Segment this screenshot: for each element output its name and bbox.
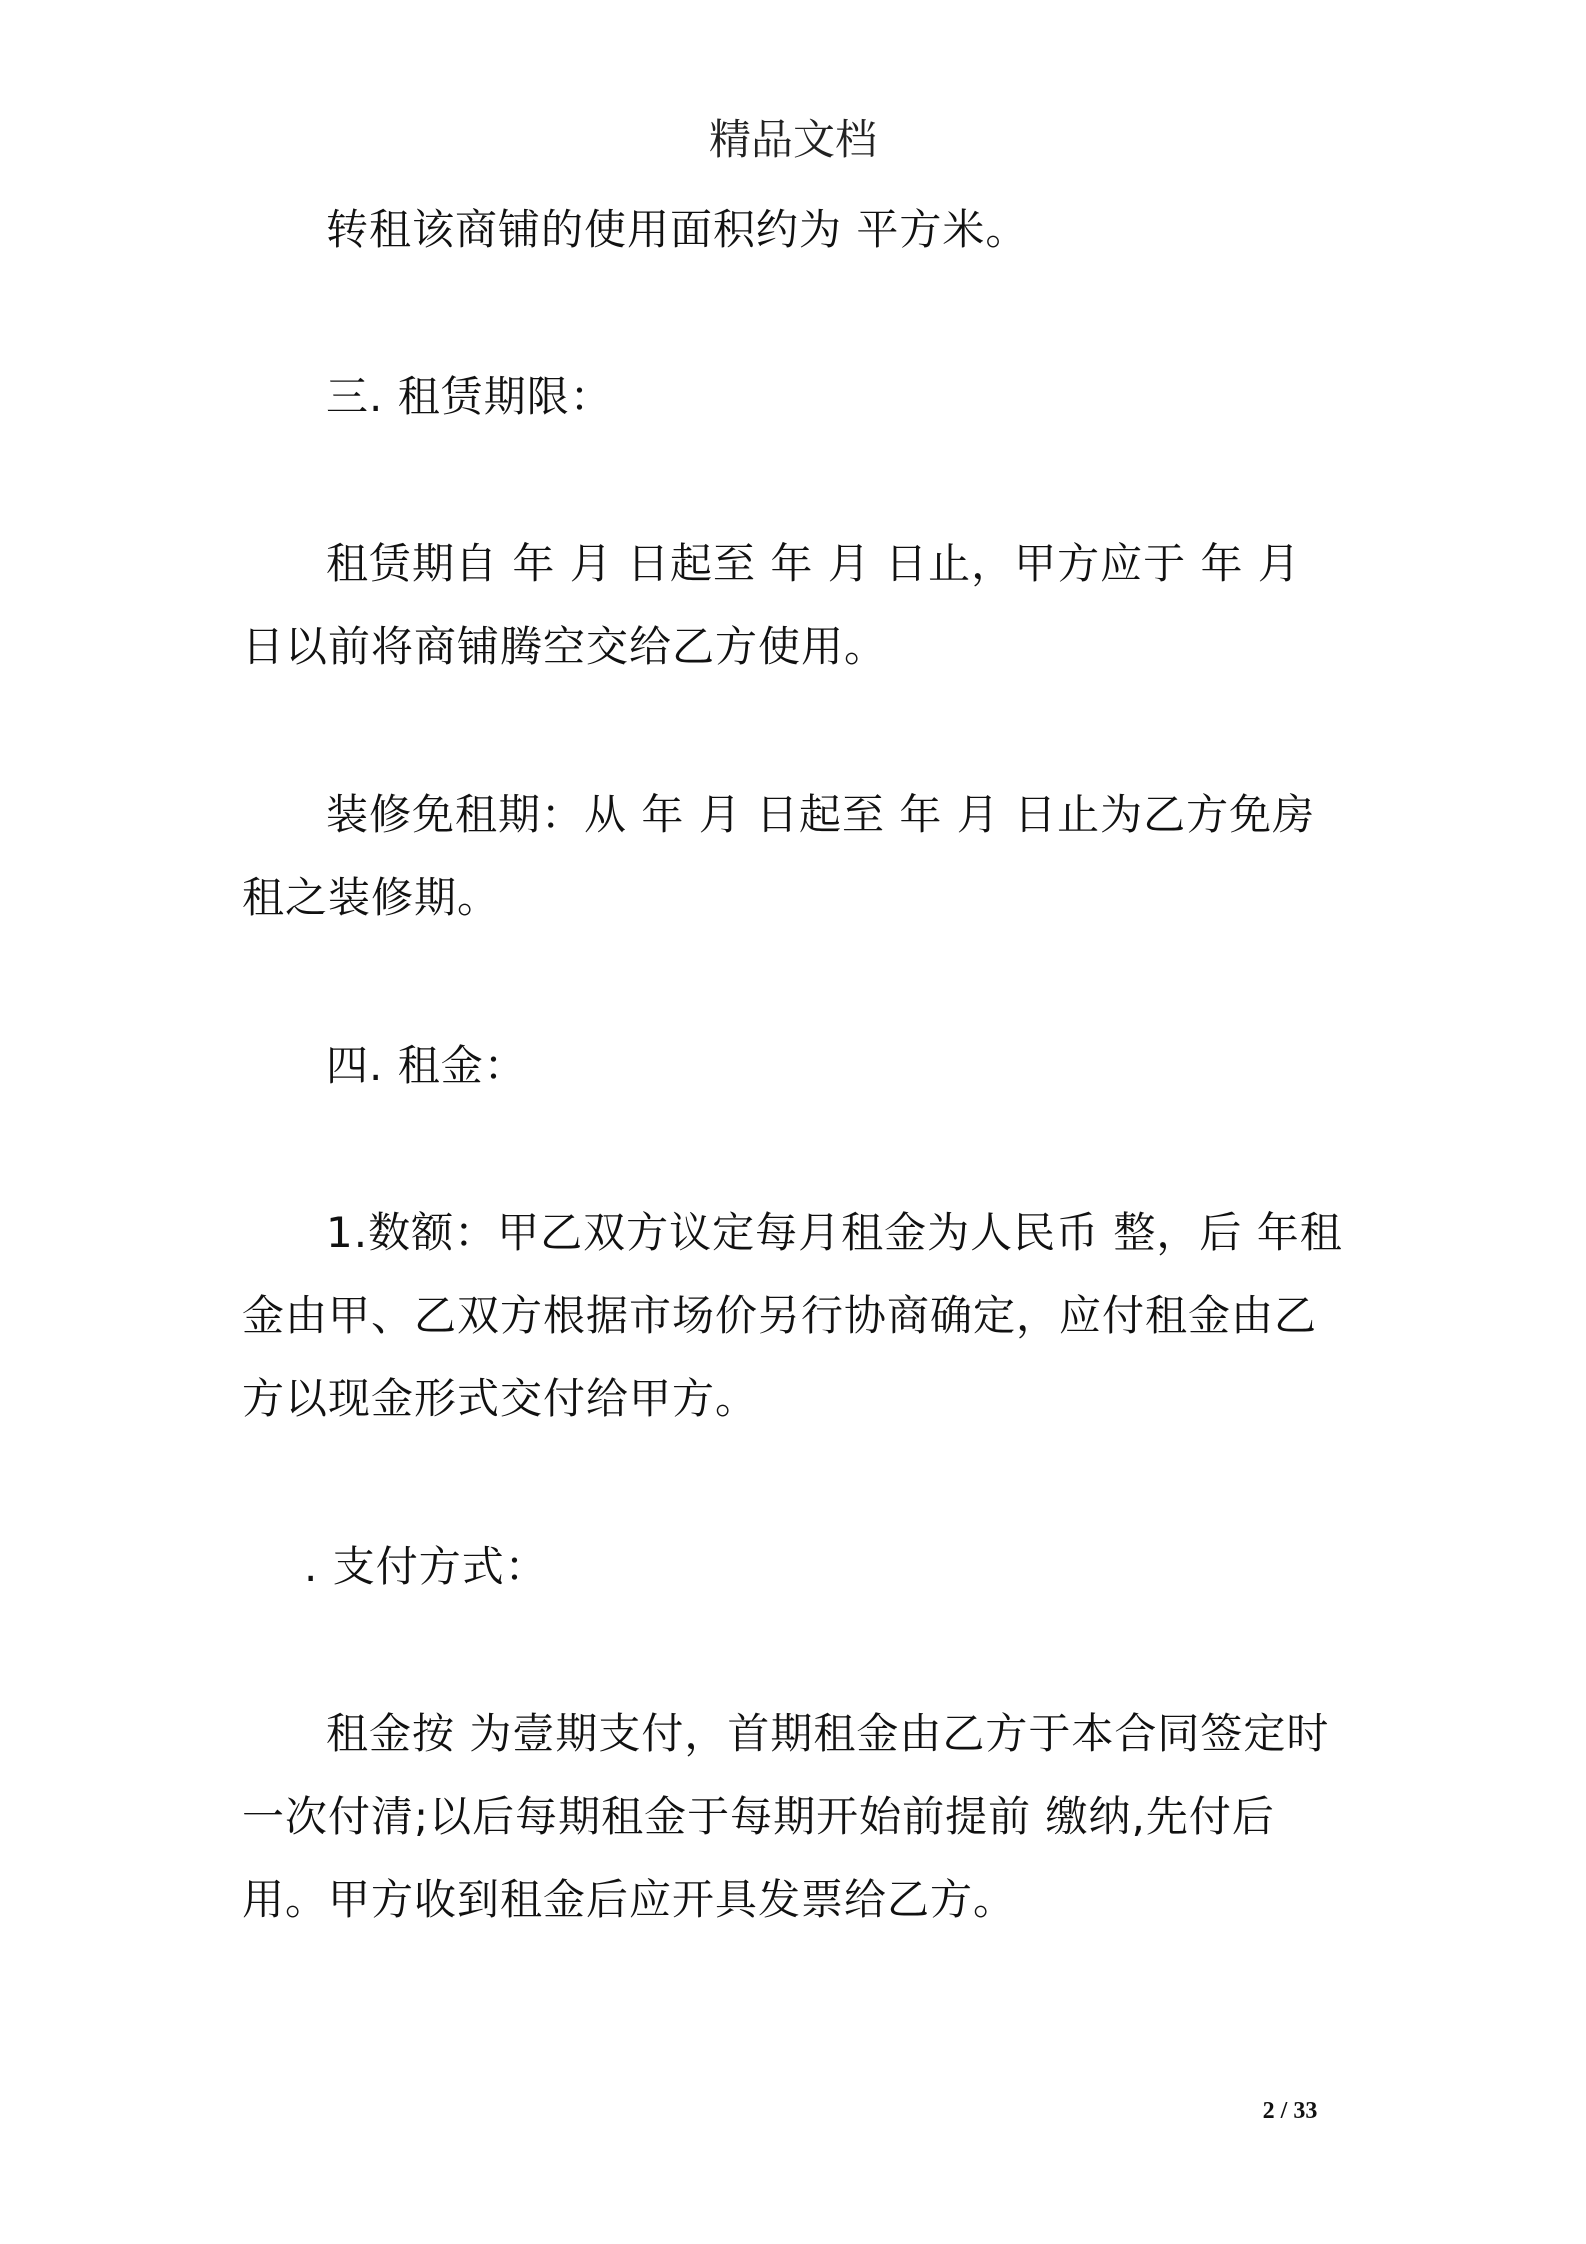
- paragraph-usable-area: 转租该商铺的使用面积约为 平方米。: [326, 205, 1029, 254]
- paragraph-renovation-free-period: 装修免租期：从 年 月 日起至 年 月 日止为乙方免房租之装修期。: [242, 790, 1316, 922]
- section-heading-rent: 四. 租金：: [326, 1041, 527, 1090]
- paragraph-lease-period: 租赁期自 年 月 日起至 年 月 日止，甲方应于 年 月 日以前将商铺腾空交给乙方使用。: [242, 539, 1301, 671]
- section-heading-lease-term: 三. 租赁期限：: [326, 372, 613, 421]
- paragraph-rent-amount: 1.数额：甲乙双方议定每月租金为人民币 整，后 年租金由甲、乙双方根据市场价另行协商确定，应付租金由乙方以现金形式交付给甲方。: [242, 1208, 1343, 1423]
- page-number: 2 / 33: [1262, 2098, 1318, 2124]
- paragraph-payment-terms: 租金按 为壹期支付，首期租金由乙方于本合同签定时一次付清;以后每期租金于每期开始前提前 缴纳,先付后用。甲方收到租金后应开具发票给乙方。: [242, 1709, 1330, 1924]
- section-heading-payment-method: . 支付方式：: [304, 1542, 548, 1591]
- page-header-title: 精品文档: [708, 115, 877, 164]
